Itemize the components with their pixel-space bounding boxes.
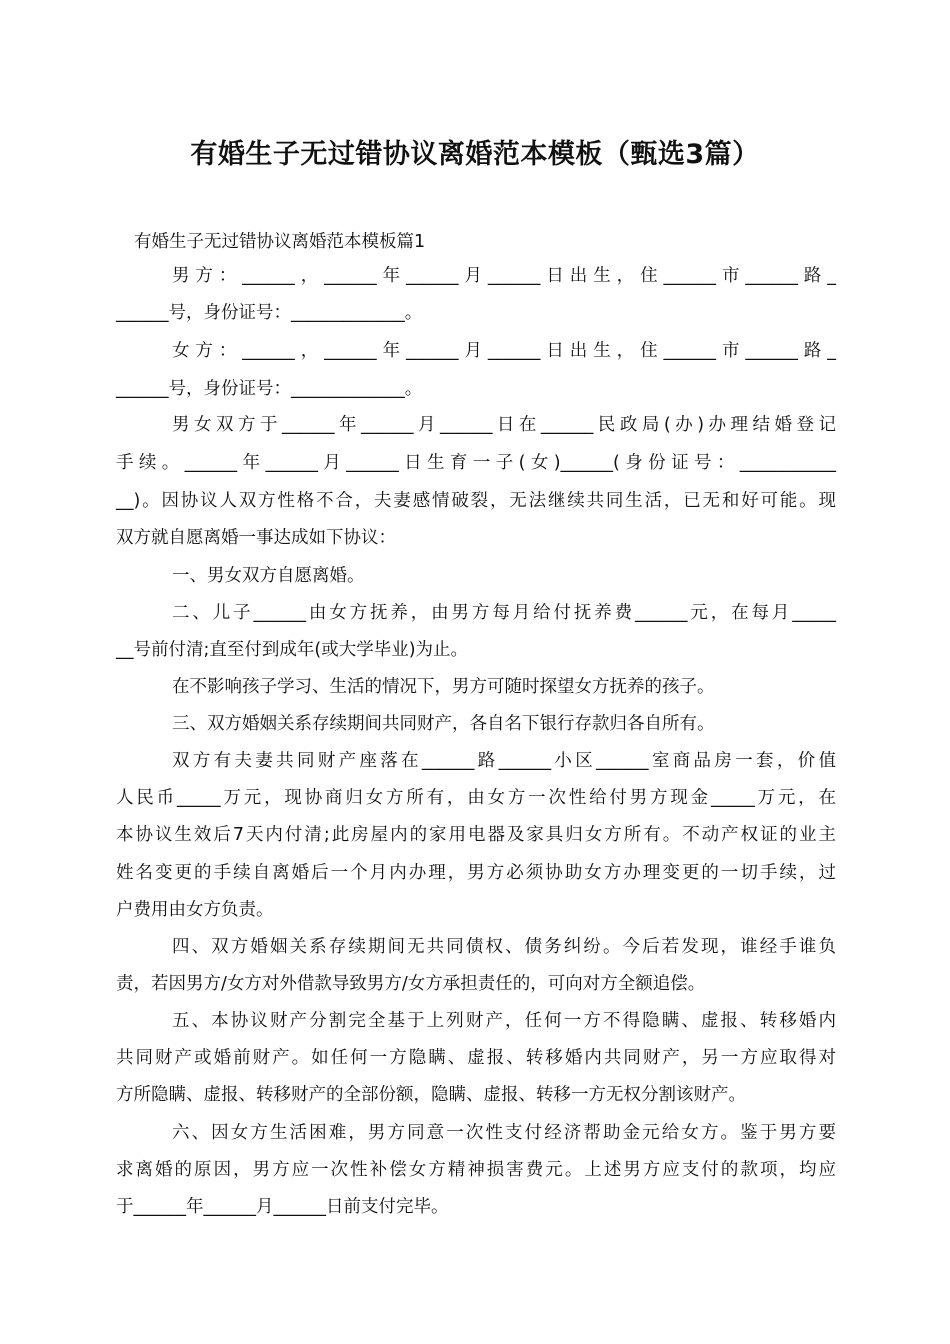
paragraph-line: 男方：______，______年______月______日出生，住______市______路_ <box>172 266 836 286</box>
paragraph-line: 共同财产或婚前财产。如任何一方隐瞒、虚报、转移婚内共同财产，另一方应取得对 <box>116 1048 836 1068</box>
paragraph-line: ______号，身份证号：_____________。 <box>116 379 423 399</box>
paragraph-line: 一、男女双方自愿离婚。 <box>172 566 365 586</box>
paragraph-line: 本协议生效后7天内付清;此房屋内的家用电器及家具归女方所有。不动产权证的业主 <box>116 825 836 845</box>
paragraph-line: 户费用由女方负责。 <box>116 900 274 920</box>
section-heading: 有婚生子无过错协议离婚范本模板篇1 <box>134 232 426 252</box>
paragraph-line: 男女双方于______年______月______日在______民政局(办)办理结婚登记 <box>172 415 836 435</box>
paragraph-line: 二、儿子______由女方抚养，由男方每月给付抚养费______元，在每月_____ <box>172 603 836 623</box>
paragraph-line: 三、双方婚姻关系存续期间共同财产，各自名下银行存款归各自所有。 <box>172 714 715 734</box>
paragraph-line: 五、本协议财产分割完全基于上列财产，任何一方不得隐瞒、虚报、转移婚内 <box>172 1011 836 1031</box>
paragraph-line: 双方有夫妻共同财产座落在______路______小区______室商品房一套，价值 <box>172 751 836 771</box>
paragraph-line: 人民币_____万元，现协商归女方所有，由女方一次性给付男方现金_____万元，在 <box>116 788 836 808</box>
paragraph-line: 姓名变更的手续自离婚后一个月内办理，男方必须协助女方办理变更的一切手续，过 <box>116 863 836 883</box>
paragraph-line: ______号，身份证号：_____________。 <box>116 303 423 323</box>
paragraph-line: 于______年______月______日前支付完毕。 <box>116 1197 449 1217</box>
paragraph-line: 求离婚的原因，男方应一次性补偿女方精神损害费元。上述男方应支付的款项，均应 <box>116 1160 836 1180</box>
paragraph-line: 六、因女方生活困难，男方同意一次性支付经济帮助金元给女方。鉴于男方要 <box>172 1123 836 1143</box>
paragraph-line: 在不影响孩子学习、生活的情况下，男方可随时探望女方抚养的孩子。 <box>172 677 715 697</box>
paragraph-line: 女方：______，______年______月______日出生，住______市______路_ <box>172 341 836 361</box>
paragraph-line: __)。因协议人双方性格不合，夫妻感情破裂，无法继续共同生活，已无和好可能。现 <box>116 491 836 511</box>
paragraph-line: 手续。______年______月______日生育一子(女)______(身份证号：___________ <box>116 453 836 473</box>
paragraph-line: 双方就自愿离婚一事达成如下协议： <box>116 528 396 548</box>
document-title: 有婚生子无过错协议离婚范本模板（甄选3篇） <box>190 139 760 170</box>
paragraph-line: __号前付清;直至付到成年(或大学毕业)为止。 <box>116 640 469 660</box>
paragraph-line: 方所隐瞒、虚报、转移财产的全部份额，隐瞒、虚报、转移一方无权分割该财产。 <box>116 1085 746 1105</box>
paragraph-line: 四、双方婚姻关系存续期间无共同债权、债务纠纷。今后若发现，谁经手谁负 <box>172 937 836 957</box>
paragraph-line: 责，若因男方/女方对外借款导致男方/女方承担责任的，可向对方全额追偿。 <box>116 974 706 994</box>
